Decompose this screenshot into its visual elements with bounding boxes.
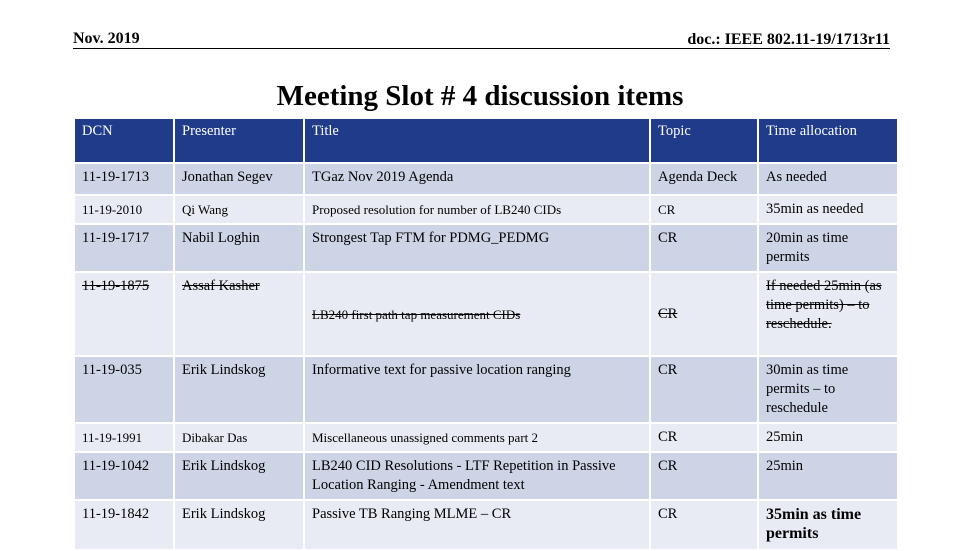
header-date: Nov. 2019: [73, 30, 140, 47]
col-header-dcn: DCN: [74, 118, 174, 163]
cell-topic: CR: [650, 452, 758, 500]
cell-presenter: Erik Lindskog: [174, 452, 304, 500]
cell-time: 30min as time permits – to reschedule: [758, 356, 898, 423]
cell-topic: CR: [650, 500, 758, 550]
cell-time: As needed: [758, 163, 898, 195]
cell-title-text: LB240 first path tap measurement CIDs: [312, 306, 521, 322]
cell-title: Passive TB Ranging MLME – CR: [304, 500, 650, 550]
col-header-time: Time allocation: [758, 118, 898, 163]
slide-title: Meeting Slot # 4 discussion items: [276, 80, 684, 112]
cell-time: 25min: [758, 423, 898, 452]
cell-title: [304, 272, 650, 356]
cell-presenter: Erik Lindskog: [174, 356, 304, 423]
cell-presenter: Assaf Kasher: [174, 272, 304, 356]
table-row: [74, 423, 898, 452]
col-header-presenter: Presenter: [174, 118, 304, 163]
header-rule: [73, 48, 890, 49]
cell-topic: CR: [650, 423, 758, 452]
cell-presenter: Dibakar Das: [174, 423, 304, 452]
cell-presenter: Qi Wang: [174, 195, 304, 224]
cell-topic: CR: [650, 356, 758, 423]
cell-time: If needed 25min (as time permits) – to reschedule.: [758, 272, 898, 356]
cell-dcn: 11-19-1717: [74, 224, 174, 272]
table-header-row: [74, 118, 898, 163]
table-row: [74, 195, 898, 224]
cell-topic: Agenda Deck: [650, 163, 758, 195]
table-row: [74, 452, 898, 500]
col-header-title: Title: [304, 118, 650, 163]
cell-dcn: 11-19-1042: [74, 452, 174, 500]
cell-presenter: Nabil Loghin: [174, 224, 304, 272]
cell-dcn: 11-19-035: [74, 356, 174, 423]
cell-title: LB240 CID Resolutions - LTF Repetition in Passive Location Ranging - Amendment text: [304, 452, 650, 500]
cell-topic: CR: [650, 195, 758, 224]
cell-title: TGaz Nov 2019 Agenda: [304, 163, 650, 195]
header-doc-id: doc.: IEEE 802.11-19/1713r11: [687, 31, 890, 48]
cell-title: Strongest Tap FTM for PDMG_PEDMG: [304, 224, 650, 272]
cell-time: 35min as needed: [758, 195, 898, 224]
cell-dcn: 11-19-1991: [74, 423, 174, 452]
table-row: [74, 224, 898, 272]
table-row: [74, 356, 898, 423]
cell-topic-text: CR: [658, 305, 678, 322]
discussion-items-table: [73, 117, 899, 551]
cell-topic: [650, 272, 758, 356]
cell-dcn: 11-19-1875: [74, 272, 174, 356]
table-row: [74, 163, 898, 195]
cell-title: Proposed resolution for number of LB240 CIDs: [304, 195, 650, 224]
col-header-topic: Topic: [650, 118, 758, 163]
cell-title: Miscellaneous unassigned comments part 2: [304, 423, 650, 452]
table-row: [74, 500, 898, 550]
table-row: [74, 272, 898, 356]
cell-time: 20min as time permits: [758, 224, 898, 272]
cell-dcn: 11-19-2010: [74, 195, 174, 224]
cell-dcn: 11-19-1713: [74, 163, 174, 195]
cell-title: Informative text for passive location ranging: [304, 356, 650, 423]
cell-dcn: 11-19-1842: [74, 500, 174, 550]
cell-presenter: Jonathan Segev: [174, 163, 304, 195]
cell-time: 35min as time permits: [758, 500, 898, 550]
cell-presenter: Erik Lindskog: [174, 500, 304, 550]
cell-topic: CR: [650, 224, 758, 272]
cell-time: 25min: [758, 452, 898, 500]
